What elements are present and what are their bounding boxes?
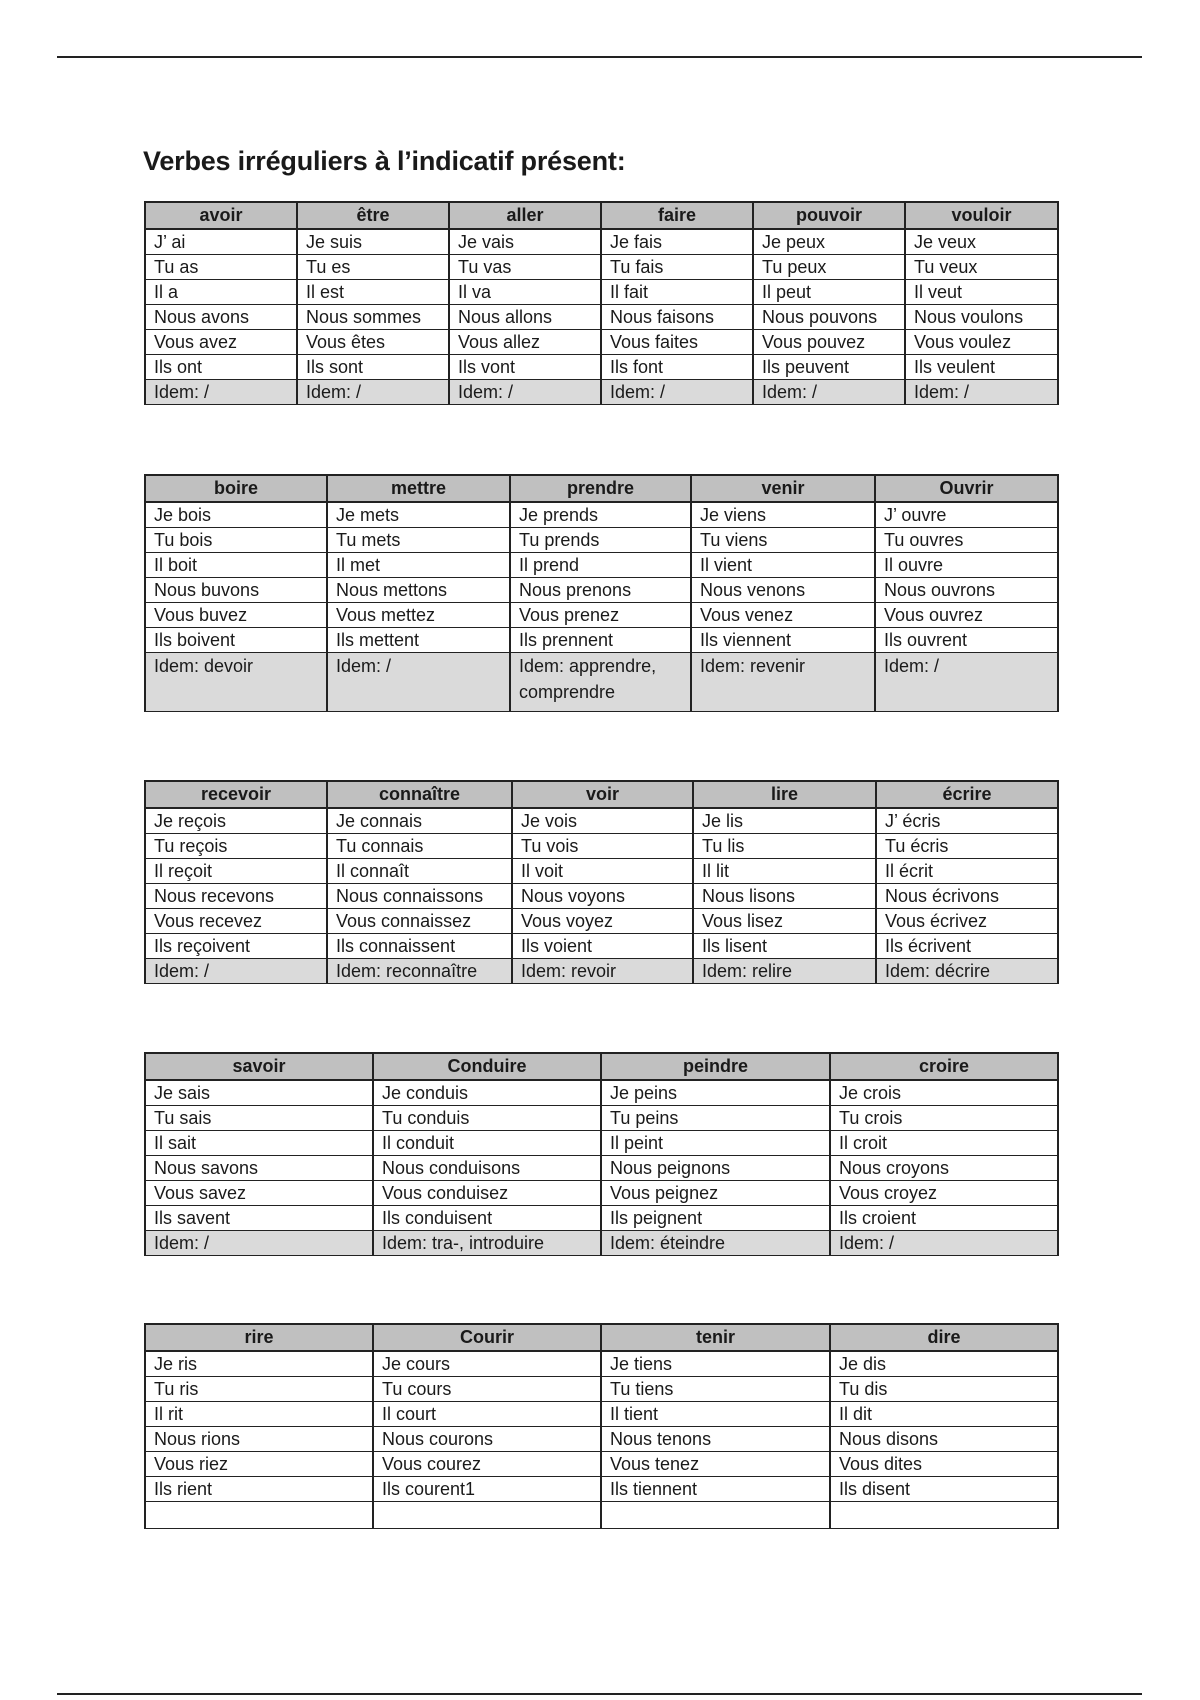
conjugation-cell: Je reçois (145, 808, 327, 834)
conjugation-cell: Je bois (145, 502, 327, 528)
verb-table-5 (144, 1323, 1059, 1529)
conjugation-cell: Vous avez (145, 330, 297, 355)
table-row (145, 1080, 1058, 1106)
conjugation-cell: Ils savent (145, 1206, 373, 1231)
conjugation-cell: Je lis (693, 808, 876, 834)
verb-header: venir (691, 475, 875, 502)
idem-cell: Idem: / (449, 380, 601, 405)
table-row (145, 1206, 1058, 1231)
conjugation-cell: Tu prends (510, 528, 691, 553)
idem-cell: Idem: tra-, introduire (373, 1231, 601, 1256)
conjugation-cell: Il ouvre (875, 553, 1058, 578)
table-row (145, 1477, 1058, 1502)
conjugation-cell: Je crois (830, 1080, 1058, 1106)
conjugation-cell: Je vois (512, 808, 693, 834)
conjugation-cell: Nous connaissons (327, 884, 512, 909)
conjugation-cell: Je viens (691, 502, 875, 528)
conjugation-cell: Je suis (297, 229, 449, 255)
verb-header: dire (830, 1324, 1058, 1351)
verb-header: recevoir (145, 781, 327, 808)
conjugation-cell: Nous savons (145, 1156, 373, 1181)
conjugation-cell: Vous faites (601, 330, 753, 355)
table-row (145, 909, 1058, 934)
conjugation-cell: Nous allons (449, 305, 601, 330)
conjugation-cell: Ils prennent (510, 628, 691, 653)
conjugation-cell: Ils vont (449, 355, 601, 380)
conjugation-cell: Ils boivent (145, 628, 327, 653)
conjugation-cell: Il voit (512, 859, 693, 884)
conjugation-cell: Il court (373, 1402, 601, 1427)
table-row (145, 1377, 1058, 1402)
header-row (145, 202, 1058, 229)
conjugation-cell: Il prend (510, 553, 691, 578)
conjugation-cell: Vous mettez (327, 603, 510, 628)
conjugation-cell: Ils courent1 (373, 1477, 601, 1502)
conjugation-cell: Je conduis (373, 1080, 601, 1106)
table-row (145, 355, 1058, 380)
conjugation-cell: Il peut (753, 280, 905, 305)
conjugation-cell: Il est (297, 280, 449, 305)
table-row (145, 1427, 1058, 1452)
conjugation-cell: Nous mettons (327, 578, 510, 603)
conjugation-cell: Nous recevons (145, 884, 327, 909)
table-row (145, 1131, 1058, 1156)
conjugation-cell: Il met (327, 553, 510, 578)
conjugation-cell: Il sait (145, 1131, 373, 1156)
table-row (145, 1402, 1058, 1427)
conjugation-cell: Tu as (145, 255, 297, 280)
conjugation-cell: Tu vois (512, 834, 693, 859)
conjugation-cell: Je tiens (601, 1351, 830, 1377)
header-row (145, 1053, 1058, 1080)
verb-header: connaître (327, 781, 512, 808)
conjugation-cell: Vous venez (691, 603, 875, 628)
conjugation-cell: Vous peignez (601, 1181, 830, 1206)
conjugation-cell: Je connais (327, 808, 512, 834)
table-row (145, 578, 1058, 603)
verb-header: aller (449, 202, 601, 229)
conjugation-cell: Vous connaissez (327, 909, 512, 934)
conjugation-cell: Il dit (830, 1402, 1058, 1427)
conjugation-cell: Tu ouvres (875, 528, 1058, 553)
conjugation-cell: Il veut (905, 280, 1058, 305)
verb-header: écrire (876, 781, 1058, 808)
conjugation-cell: Nous disons (830, 1427, 1058, 1452)
conjugation-cell: Vous riez (145, 1452, 373, 1477)
conjugation-cell: Il rit (145, 1402, 373, 1427)
conjugation-cell: Vous courez (373, 1452, 601, 1477)
conjugation-cell: Nous peignons (601, 1156, 830, 1181)
idem-cell: Idem: / (145, 1231, 373, 1256)
table-row (145, 628, 1058, 653)
verb-header: rire (145, 1324, 373, 1351)
conjugation-cell: Je cours (373, 1351, 601, 1377)
conjugation-cell: Nous conduisons (373, 1156, 601, 1181)
conjugation-cell: Ils conduisent (373, 1206, 601, 1231)
conjugation-cell: Il tient (601, 1402, 830, 1427)
conjugation-cell: Nous venons (691, 578, 875, 603)
conjugation-cell: Vous prenez (510, 603, 691, 628)
conjugation-cell: Tu dis (830, 1377, 1058, 1402)
conjugation-cell: Je mets (327, 502, 510, 528)
idem-row (145, 380, 1058, 405)
conjugation-cell: Je fais (601, 229, 753, 255)
empty-cell (145, 1502, 373, 1529)
table-row (145, 280, 1058, 305)
conjugation-cell: Nous sommes (297, 305, 449, 330)
conjugation-cell: Je peux (753, 229, 905, 255)
conjugation-cell: Tu reçois (145, 834, 327, 859)
conjugation-cell: Ils mettent (327, 628, 510, 653)
conjugation-cell: Tu peins (601, 1106, 830, 1131)
table-row (145, 1106, 1058, 1131)
table-row (145, 1181, 1058, 1206)
verb-header: pouvoir (753, 202, 905, 229)
conjugation-cell: Tu bois (145, 528, 327, 553)
conjugation-cell: Ils font (601, 355, 753, 380)
empty-cell (830, 1502, 1058, 1529)
conjugation-cell: Ils lisent (693, 934, 876, 959)
conjugation-cell: Il fait (601, 280, 753, 305)
table-row (145, 603, 1058, 628)
conjugation-cell: Ils peignent (601, 1206, 830, 1231)
idem-cell: Idem: revoir (512, 959, 693, 984)
conjugation-cell: Il écrit (876, 859, 1058, 884)
conjugation-cell: Ils ont (145, 355, 297, 380)
table-row (145, 934, 1058, 959)
idem-cell: Idem: décrire (876, 959, 1058, 984)
conjugation-cell: Ils peuvent (753, 355, 905, 380)
verb-header: mettre (327, 475, 510, 502)
page-top-rule (57, 56, 1142, 58)
conjugation-cell: Il lit (693, 859, 876, 884)
conjugation-cell: Je veux (905, 229, 1058, 255)
conjugation-cell: Tu veux (905, 255, 1058, 280)
conjugation-cell: Ils veulent (905, 355, 1058, 380)
verb-header: tenir (601, 1324, 830, 1351)
table-row (145, 1156, 1058, 1181)
conjugation-cell: Il reçoit (145, 859, 327, 884)
conjugation-cell: Tu tiens (601, 1377, 830, 1402)
table-row (145, 229, 1058, 255)
idem-cell: Idem: revenir (691, 653, 875, 712)
conjugation-cell: Il a (145, 280, 297, 305)
conjugation-cell: Je ris (145, 1351, 373, 1377)
idem-cell: Idem: / (830, 1231, 1058, 1256)
conjugation-cell: Nous voulons (905, 305, 1058, 330)
conjugation-cell: Vous tenez (601, 1452, 830, 1477)
conjugation-cell: Ils croient (830, 1206, 1058, 1231)
verb-header: Ouvrir (875, 475, 1058, 502)
idem-cell: Idem: devoir (145, 653, 327, 712)
verb-header: avoir (145, 202, 297, 229)
conjugation-cell: Nous voyons (512, 884, 693, 909)
idem-cell: Idem: / (905, 380, 1058, 405)
conjugation-cell: Tu connais (327, 834, 512, 859)
conjugation-cell: Je sais (145, 1080, 373, 1106)
conjugation-cell: Ils disent (830, 1477, 1058, 1502)
verb-table-4 (144, 1052, 1059, 1256)
idem-cell: Idem: / (297, 380, 449, 405)
conjugation-cell: Il conduit (373, 1131, 601, 1156)
conjugation-cell: Nous faisons (601, 305, 753, 330)
verb-header: être (297, 202, 449, 229)
table-row (145, 1351, 1058, 1377)
conjugation-cell: Vous recevez (145, 909, 327, 934)
conjugation-cell: Nous prenons (510, 578, 691, 603)
idem-cell: Idem: / (327, 653, 510, 712)
conjugation-cell: Il connaît (327, 859, 512, 884)
idem-row (145, 1231, 1058, 1256)
conjugation-cell: Ils reçoivent (145, 934, 327, 959)
conjugation-cell: Nous avons (145, 305, 297, 330)
idem-row (145, 653, 1058, 712)
table-row (145, 553, 1058, 578)
conjugation-cell: Tu es (297, 255, 449, 280)
conjugation-cell: Ils viennent (691, 628, 875, 653)
conjugation-cell: Tu crois (830, 1106, 1058, 1131)
conjugation-cell: Nous tenons (601, 1427, 830, 1452)
verb-header: boire (145, 475, 327, 502)
conjugation-cell: Vous pouvez (753, 330, 905, 355)
idem-cell: Idem: / (601, 380, 753, 405)
idem-cell: Idem: reconnaître (327, 959, 512, 984)
verb-header: vouloir (905, 202, 1058, 229)
verb-header: croire (830, 1053, 1058, 1080)
conjugation-cell: Tu viens (691, 528, 875, 553)
empty-cell (373, 1502, 601, 1529)
conjugation-cell: Il boit (145, 553, 327, 578)
table-row (145, 1452, 1058, 1477)
conjugation-cell: Vous êtes (297, 330, 449, 355)
conjugation-cell: Tu vas (449, 255, 601, 280)
conjugation-cell: Tu mets (327, 528, 510, 553)
conjugation-cell: Tu sais (145, 1106, 373, 1131)
conjugation-cell: Je vais (449, 229, 601, 255)
table-row (145, 528, 1058, 553)
conjugation-cell: Nous ouvrons (875, 578, 1058, 603)
header-row (145, 781, 1058, 808)
conjugation-cell: Il croit (830, 1131, 1058, 1156)
header-row (145, 475, 1058, 502)
verb-table-3 (144, 780, 1059, 984)
conjugation-cell: Ils rient (145, 1477, 373, 1502)
conjugation-cell: Nous rions (145, 1427, 373, 1452)
idem-row (145, 959, 1058, 984)
idem-cell: Idem: / (875, 653, 1058, 712)
conjugation-cell: Ils tiennent (601, 1477, 830, 1502)
conjugation-cell: Vous conduisez (373, 1181, 601, 1206)
idem-cell: Idem: éteindre (601, 1231, 830, 1256)
idem-cell: Idem: relire (693, 959, 876, 984)
conjugation-cell: Vous dites (830, 1452, 1058, 1477)
conjugation-cell: Ils voient (512, 934, 693, 959)
conjugation-cell: Il peint (601, 1131, 830, 1156)
conjugation-cell: Nous courons (373, 1427, 601, 1452)
verb-header: prendre (510, 475, 691, 502)
conjugation-cell: Je prends (510, 502, 691, 528)
conjugation-cell: J’ ouvre (875, 502, 1058, 528)
idem-cell: Idem: / (145, 959, 327, 984)
conjugation-cell: Nous pouvons (753, 305, 905, 330)
conjugation-cell: Tu ris (145, 1377, 373, 1402)
conjugation-cell: Ils connaissent (327, 934, 512, 959)
verb-header: lire (693, 781, 876, 808)
idem-cell: Idem: / (753, 380, 905, 405)
conjugation-cell: Vous savez (145, 1181, 373, 1206)
table-row (145, 330, 1058, 355)
verb-header: peindre (601, 1053, 830, 1080)
page-bottom-rule (57, 1693, 1142, 1695)
conjugation-cell: Ils ouvrent (875, 628, 1058, 653)
conjugation-cell: Tu conduis (373, 1106, 601, 1131)
table-row (145, 884, 1058, 909)
conjugation-cell: Nous lisons (693, 884, 876, 909)
conjugation-cell: Tu cours (373, 1377, 601, 1402)
table-row (145, 834, 1058, 859)
empty-cell (601, 1502, 830, 1529)
conjugation-cell: J’ ai (145, 229, 297, 255)
table-row (145, 859, 1058, 884)
conjugation-cell: Ils écrivent (876, 934, 1058, 959)
verb-header: faire (601, 202, 753, 229)
conjugation-cell: Vous lisez (693, 909, 876, 934)
empty-idem-row (145, 1502, 1058, 1529)
conjugation-cell: Tu fais (601, 255, 753, 280)
conjugation-cell: Vous croyez (830, 1181, 1058, 1206)
conjugation-cell: Vous ouvrez (875, 603, 1058, 628)
page-title: Verbes irréguliers à l’indicatif présent: (143, 146, 626, 176)
conjugation-cell: Tu lis (693, 834, 876, 859)
table-row (145, 502, 1058, 528)
conjugation-cell: Nous écrivons (876, 884, 1058, 909)
header-row (145, 1324, 1058, 1351)
conjugation-cell: Tu peux (753, 255, 905, 280)
conjugation-cell: Je peins (601, 1080, 830, 1106)
conjugation-cell: Nous buvons (145, 578, 327, 603)
conjugation-cell: Vous voyez (512, 909, 693, 934)
conjugation-cell: Vous allez (449, 330, 601, 355)
table-row (145, 305, 1058, 330)
conjugation-cell: Nous croyons (830, 1156, 1058, 1181)
verb-header: Courir (373, 1324, 601, 1351)
table-row (145, 255, 1058, 280)
verb-table-2 (144, 474, 1059, 712)
table-row (145, 808, 1058, 834)
conjugation-cell: Vous voulez (905, 330, 1058, 355)
conjugation-cell: Ils sont (297, 355, 449, 380)
conjugation-cell: Vous écrivez (876, 909, 1058, 934)
verb-header: voir (512, 781, 693, 808)
verb-header: savoir (145, 1053, 373, 1080)
verb-table-1 (144, 201, 1059, 405)
conjugation-cell: Vous buvez (145, 603, 327, 628)
conjugation-cell: Je dis (830, 1351, 1058, 1377)
idem-cell: Idem: apprendre, comprendre (510, 653, 691, 712)
verb-header: Conduire (373, 1053, 601, 1080)
idem-cell: Idem: / (145, 380, 297, 405)
conjugation-cell: Il va (449, 280, 601, 305)
conjugation-cell: Tu écris (876, 834, 1058, 859)
conjugation-cell: J’ écris (876, 808, 1058, 834)
conjugation-cell: Il vient (691, 553, 875, 578)
